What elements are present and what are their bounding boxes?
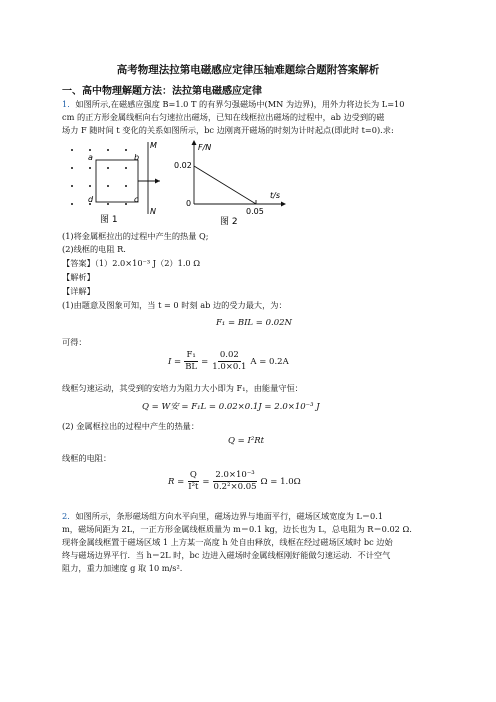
question-2: (2)线框的电阻 R. bbox=[62, 244, 126, 254]
problem1-line-3: 场力 F 随时间 t 变化的关系如图所示，bc 边刚离开磁场的时刻为计时起点(即此时 t=0).求: bbox=[62, 125, 394, 135]
field-dots bbox=[71, 149, 127, 205]
equation-heat: Q = W安 = F₁L = 0.02×0.1J = 2.0×10⁻³ J bbox=[142, 402, 320, 412]
label-b: b bbox=[134, 153, 140, 162]
label-d: d bbox=[88, 195, 94, 204]
y-axis-label: F/N bbox=[198, 143, 212, 152]
problem2-line-3: 现将金属线框置于磁场区域 1 上方某一高度 h 处自由释放，线框在经过磁场区域时 bc 边始 bbox=[62, 537, 393, 547]
label-m: M bbox=[150, 141, 157, 150]
y-tick-label: 0.02 bbox=[174, 161, 192, 170]
detail-tag: 【详解】 bbox=[62, 286, 95, 296]
problem1-number: 1． bbox=[62, 99, 76, 109]
problem2-line-1: 2．如图所示，条形磁场组方向水平向里，磁场边界与地面平行，磁场区域宽度为 L＝0.1 bbox=[62, 511, 384, 521]
solution-part-1: (1)由题意及图象可知，当 t = 0 时刻 ab 边的受力最大，为： bbox=[62, 300, 287, 310]
analysis-tag: 【解析】 bbox=[62, 272, 95, 282]
equation-force: F₁ = BIL = 0.02N bbox=[216, 318, 292, 328]
problem2-line-5: 阻力，重力加速度 g 取 10 m/s². bbox=[62, 563, 183, 573]
label-c: c bbox=[134, 195, 139, 204]
problem2-line-4: 终与磁场边界平行．当 h＝2L 时，bc 边进入磁场时金属线框刚好能做匀速运动．不计空气 bbox=[62, 550, 391, 560]
figure-2-force-time-graph bbox=[174, 138, 294, 228]
solution-part-2: (2) 金属框拉出的过程中产生的热量： bbox=[62, 421, 200, 431]
figure-1-caption: 图 1 bbox=[100, 215, 118, 225]
origin-label: 0 bbox=[186, 199, 192, 208]
label-n: N bbox=[150, 207, 156, 216]
derive-label: 可得： bbox=[62, 337, 87, 347]
problem2-line-2: m，磁场间距为 2L，一正方形金属线框质量为 m＝0.1 kg，边长也为 L，总电阻为 R＝0.02 Ω. bbox=[62, 524, 412, 534]
resistance-text: 线框的电阻： bbox=[62, 453, 112, 463]
problem2-number: 2． bbox=[62, 511, 76, 521]
equation-joule: Q = I²Rt bbox=[228, 436, 265, 446]
equation-current: I = $\frac{\text{F₁}}{BL}$ = $\frac{0.02}{1.0\times 0.1}$ A = 0.2A bbox=[168, 350, 289, 372]
x-tick-label: 0.05 bbox=[246, 207, 264, 216]
figure-2-caption: 图 2 bbox=[220, 217, 238, 227]
figure-1-magnetic-field bbox=[62, 138, 172, 228]
answer-line: 【答案】（1）2.0×10⁻³ J（2）1.0 Ω bbox=[62, 258, 201, 268]
energy-conservation-text: 线框匀速运动，其受到的安培力为阻力大小即为 F₁，由能量守恒： bbox=[62, 383, 303, 393]
x-axis-label: t/s bbox=[270, 191, 280, 200]
page-title: 高考物理法拉第电磁感应定律压轴难题综合题附答案解析 bbox=[116, 64, 380, 76]
label-a: a bbox=[88, 153, 93, 162]
square-frame bbox=[96, 160, 138, 202]
problem1-line-1: 1．如图所示,在磁感应强度 B=1.0 T 的有界匀强磁场中(MN 为边界)，用外力将边长为 L=10 bbox=[62, 99, 405, 109]
question-1: (1)将金属框拉出的过程中产生的热量 Q; bbox=[62, 231, 209, 241]
section-heading: 一、高中物理解题方法：法拉第电磁感应定律 bbox=[62, 86, 262, 97]
force-line bbox=[194, 166, 256, 204]
problem1-line-2: cm 的正方形金属线框向右匀速拉出磁场，已知在线框拉出磁场的过程中，ab 边受到的磁 bbox=[62, 112, 385, 122]
equation-resistance: R = $\frac{Q}{\text{I²t}}$ = $\frac{\text{2.0×10⁻³}}{\text{0.2²×0.05}}$ Ω = 1.0Ω bbox=[168, 470, 301, 492]
